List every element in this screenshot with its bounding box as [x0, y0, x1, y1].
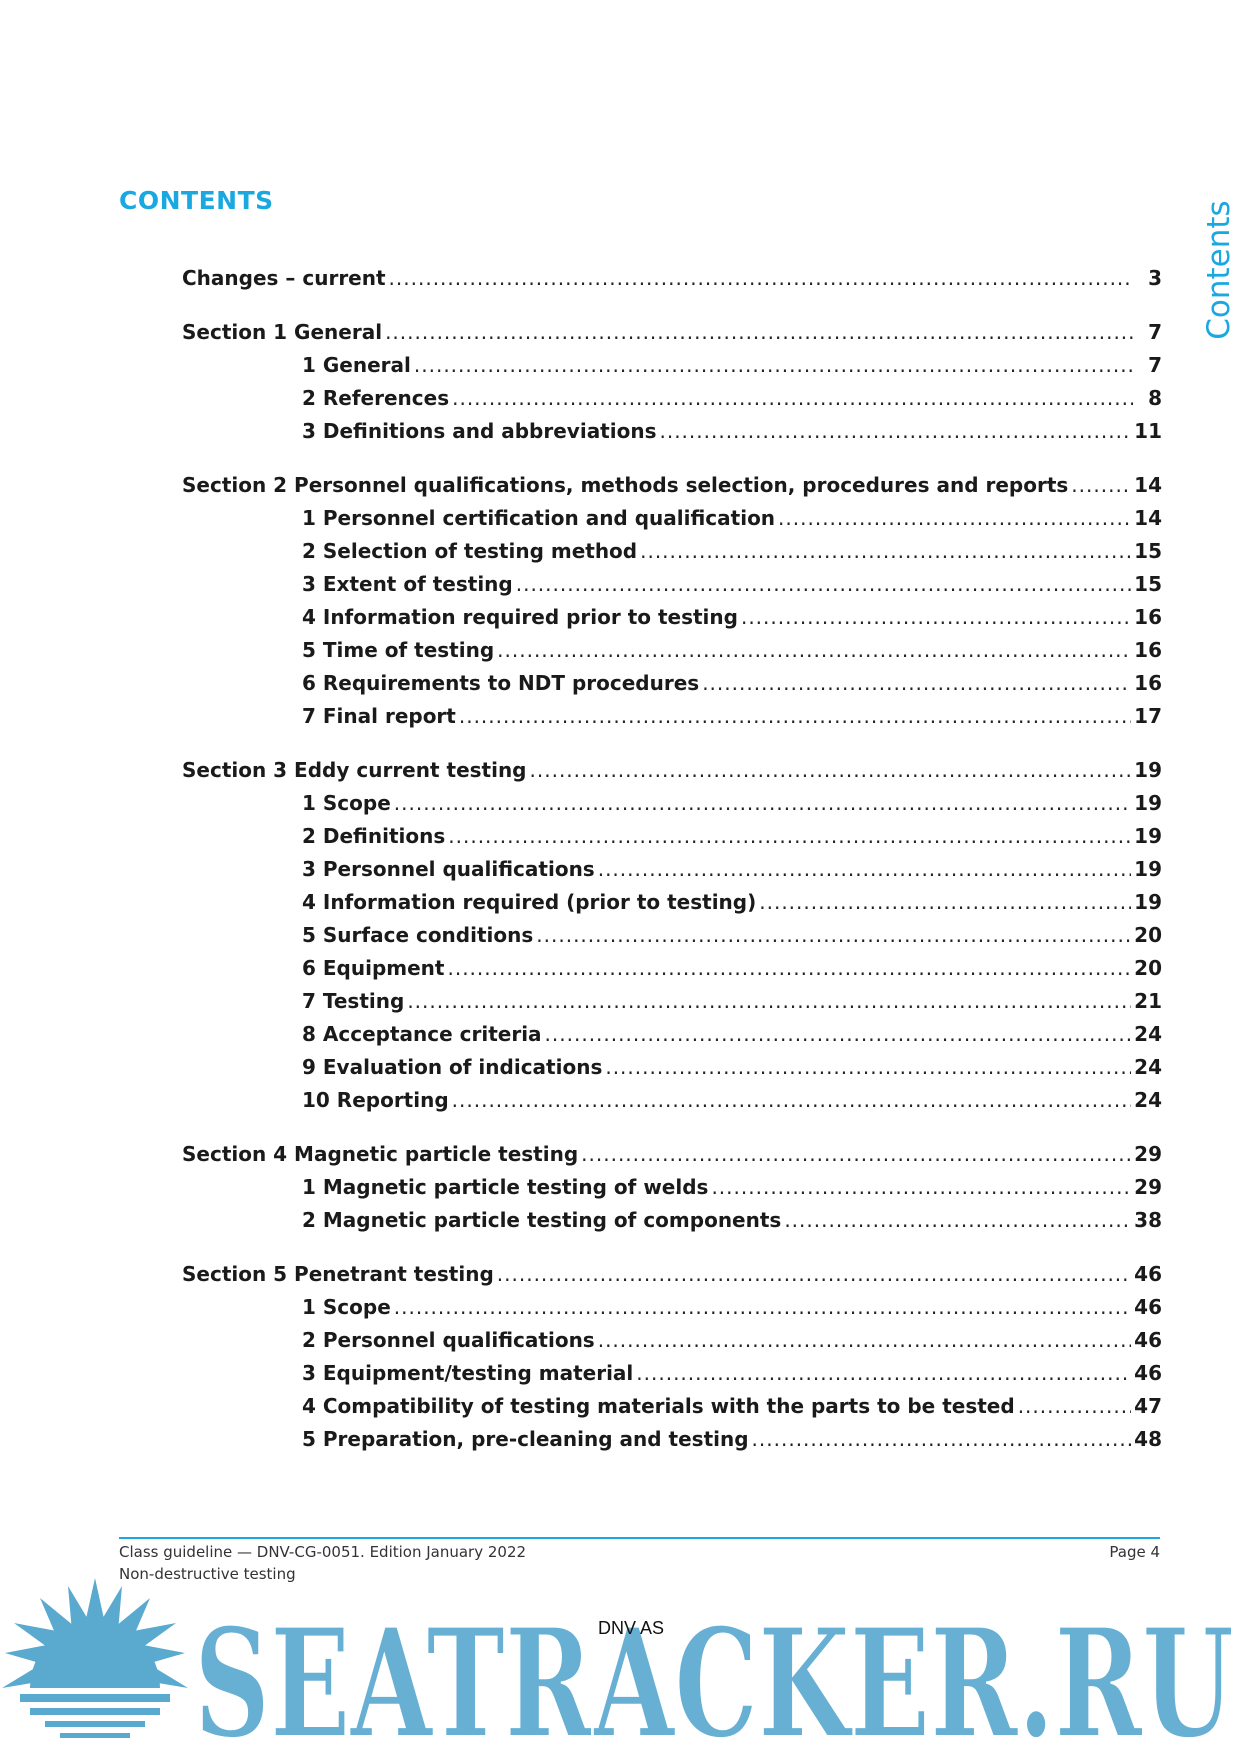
toc-entry-subsection[interactable]: 3 Definitions and abbreviations ..... 11	[302, 419, 1162, 447]
toc-entry-subsection[interactable]: 9 Evaluation of indications ..... 24	[302, 1055, 1162, 1083]
toc-entry-subsection[interactable]: 1 Magnetic particle testing of welds ..... 29	[302, 1175, 1162, 1203]
toc-entry-subsection[interactable]: 2 Definitions ..... 19	[302, 824, 1162, 852]
toc-entry-section[interactable]: Section 3 Eddy current testing ..... 19	[182, 758, 1162, 786]
toc-entry-subsection[interactable]: 5 Surface conditions ..... 20	[302, 923, 1162, 951]
toc-entry-subsection[interactable]: 4 Information required prior to testing ..... 16	[302, 605, 1162, 633]
toc-entry-subsection[interactable]: 5 Preparation, pre-cleaning and testing ..... 48	[302, 1427, 1162, 1455]
toc-entry-subsection[interactable]: 3 Equipment/testing material ..... 46	[302, 1361, 1162, 1389]
toc-entry-subsection[interactable]: 1 Personnel certification and qualification ..... 14	[302, 506, 1162, 534]
footer-page-number: Page 4	[1109, 1543, 1160, 1561]
toc-entry-subsection[interactable]: 5 Time of testing ..... 16	[302, 638, 1162, 666]
toc-entry-section[interactable]: Section 5 Penetrant testing ..... 46	[182, 1262, 1162, 1290]
toc-entry-subsection[interactable]: 2 Selection of testing method ..... 15	[302, 539, 1162, 567]
watermark-text	[190, 1600, 1240, 1750]
toc-entry-subsection[interactable]: 3 Personnel qualifications ..... 19	[302, 857, 1162, 885]
toc-entry-section[interactable]: Section 1 General ..... 7	[182, 320, 1162, 348]
toc-entry-subsection[interactable]: 7 Final report ..... 17	[302, 704, 1162, 732]
toc-entry-changes[interactable]: Changes – current ..... 3	[182, 266, 1162, 294]
footer-publisher: DNV AS	[598, 1618, 665, 1638]
toc-entry-subsection[interactable]: 6 Requirements to NDT procedures ..... 16	[302, 671, 1162, 699]
toc-entry-section[interactable]: Section 2 Personnel qualifications, methods selection, procedures and reports ..... 14	[182, 473, 1162, 501]
toc-entry-subsection[interactable]: 4 Compatibility of testing materials with the parts to be tested ..... 47	[302, 1394, 1162, 1422]
toc-entry-subsection[interactable]: 2 Magnetic particle testing of components ..... 38	[302, 1208, 1162, 1236]
toc-entry-subsection[interactable]: 6 Equipment ..... 20	[302, 956, 1162, 984]
footer-document-subtitle: Non-destructive testing	[119, 1565, 296, 1583]
toc-entry-subsection[interactable]: 2 References ..... 8	[302, 386, 1162, 414]
toc-entry-subsection[interactable]: 1 Scope ..... 19	[302, 791, 1162, 819]
page-title: CONTENTS	[119, 186, 274, 215]
watermark-sun-icon	[0, 1568, 190, 1753]
toc-entry-section[interactable]: Section 4 Magnetic particle testing ..... 29	[182, 1142, 1162, 1170]
toc-entry-subsection[interactable]: 2 Personnel qualifications ..... 46	[302, 1328, 1162, 1356]
toc-entry-subsection[interactable]: 1 General ..... 7	[302, 353, 1162, 381]
toc-entry-subsection[interactable]: 7 Testing ..... 21	[302, 989, 1162, 1017]
footer-divider	[119, 1537, 1160, 1539]
toc-entry-subsection[interactable]: 8 Acceptance criteria ..... 24	[302, 1022, 1162, 1050]
toc-entry-subsection[interactable]: 1 Scope ..... 46	[302, 1295, 1162, 1323]
footer-document-title: Class guideline — DNV-CG-0051. Edition January 2022	[119, 1543, 527, 1561]
toc-entry-subsection[interactable]: 3 Extent of testing ..... 15	[302, 572, 1162, 600]
toc-entry-subsection[interactable]: 10 Reporting ..... 24	[302, 1088, 1162, 1116]
toc-entry-subsection[interactable]: 4 Information required (prior to testing) ..... 19	[302, 890, 1162, 918]
watermark-label: SEATRACKER.RU	[194, 1600, 1234, 1750]
side-tab-label: Contents	[1201, 200, 1237, 340]
side-tab-contents[interactable]	[1201, 195, 1237, 345]
